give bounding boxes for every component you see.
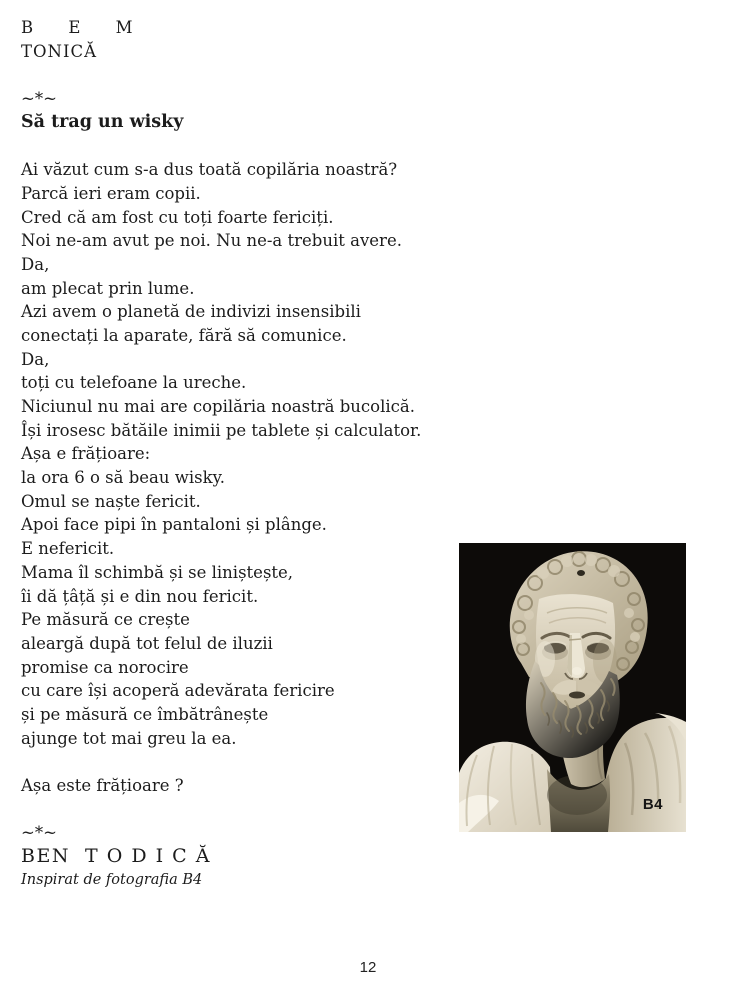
poem-line: la ora 6 o să beau wisky. — [21, 468, 226, 488]
poem-closing-line: Așa este frățioare ? — [21, 776, 184, 795]
poem-line: Mama îl schimbă și se liniștește, — [21, 562, 294, 582]
poem-line: conectați la aparate, fără să comunice. — [21, 325, 347, 345]
poem-line: Apoi face pipi în pantaloni și plânge. — [21, 515, 327, 535]
page-number: 12 — [359, 959, 377, 976]
poem-line: am plecat prin lume. — [21, 278, 195, 298]
poem-line: toți cu telefoane la ureche. — [21, 373, 247, 393]
poem-line: cu care își acoperă adevărata fericire — [21, 681, 335, 701]
poem-line: ajunge tot mai greu la ea. — [21, 728, 237, 748]
spacer — [21, 798, 471, 822]
poem-line: Pe măsură ce crește — [21, 610, 190, 630]
poem-line: Omul se naște fericit. — [21, 491, 201, 511]
poem-line: Își irosesc bătăile inimii pe tablete și calculator. — [21, 420, 422, 440]
header-title: TONICĂ — [21, 41, 98, 61]
photo-credit: Inspirat de fotografia B4 — [21, 871, 203, 888]
poem-line: Parcă ieri eram copii. — [21, 183, 201, 203]
poem-body — [21, 158, 471, 750]
poem-line: Cred că am fost cu toți foarte fericiți. — [21, 207, 334, 227]
spacer — [21, 134, 471, 158]
photo-label: B4 — [642, 796, 663, 813]
spacer — [21, 63, 471, 87]
header-initials: B E M — [21, 18, 133, 37]
poem-line: Ai văzut cum s-a dus toată copilăria noastră? — [21, 160, 398, 180]
separator-top: ~*~ — [21, 89, 57, 109]
marble-bust-illustration — [459, 543, 686, 832]
poem-line: Niciunul nu mai are copilăria noastră bucolică. — [21, 397, 415, 416]
spacer — [21, 750, 471, 774]
poem-title: Să trag un wisky — [21, 111, 184, 132]
author-name: BEN T O D I C Ă — [21, 845, 211, 868]
poem-line: Da, — [21, 254, 50, 274]
text-column — [21, 16, 471, 892]
poem-line: și pe măsură ce îmbătrânește — [21, 704, 269, 724]
poem-line: Azi avem o planetă de indivizi insensibili — [21, 302, 361, 322]
separator-bottom: ~*~ — [21, 823, 57, 843]
poem-line: Noi ne-am avut pe noi. Nu ne-a trebuit avere. — [21, 231, 402, 251]
poem-line: aleargă după tot felul de iluzii — [21, 633, 273, 653]
poem-line: îi dă țâță și e din nou fericit. — [21, 586, 259, 606]
poem-line: promise ca norocire — [21, 657, 189, 677]
poem-line: Da, — [21, 349, 50, 369]
poem-line: Așa e frățioare: — [21, 444, 151, 464]
poem-line: E nefericit. — [21, 539, 115, 559]
bust-photo — [459, 543, 686, 832]
